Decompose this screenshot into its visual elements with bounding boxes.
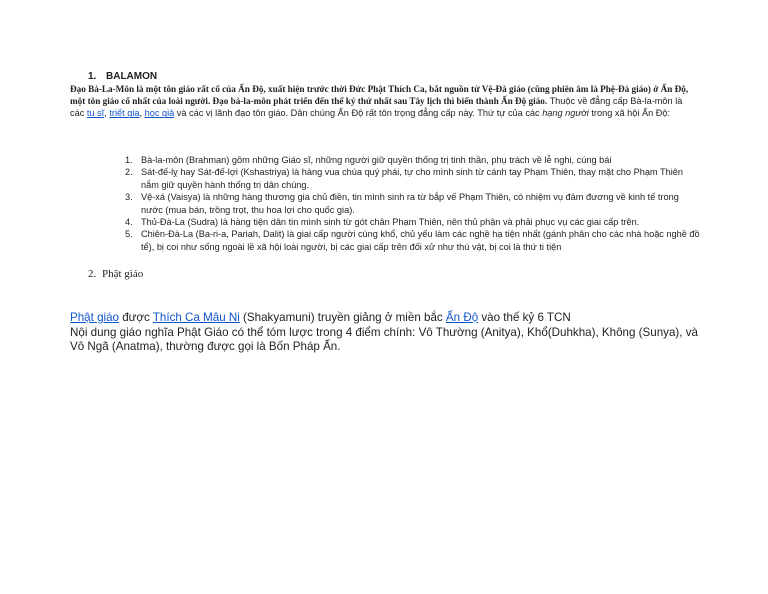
list-item [120,191,700,216]
list-item [120,216,700,228]
intro-text-2: và các vị lãnh đạo tôn giáo. Dân chúng Ấn Độ rất tôn trọng đẳng cấp này. Thứ tự của các [174,108,543,119]
heading-balamon [88,71,157,82]
list-item-text: Vệ-xá (Vaisya) là những hàng thương gia chủ điền, tin mình sinh ra từ bắp vế Phạm Thiên, có nhiệm vụ đảm đương về kinh tế trong nước (mua bán, trồng trọt, thu hoa lợi cho quốc gia). [141,192,679,215]
intro-text-1: Thuộc về đẳng cấp Bà-la-môn là các [70,96,683,119]
list-item-number: 5. [125,229,133,240]
link-triet-gia[interactable]: triết gia [109,108,140,119]
buddhism-text-2: (Shakyamuni) truyền giảng ở miền bắc [239,311,446,324]
list-item-number: 4. [125,217,133,228]
list-item [120,166,700,191]
list-item-number: 2. [125,167,133,178]
list-item-text: Chiên-Đà-La (Ba-ri-a, Pariah, Dalit) là giai cấp người cùng khổ, chủ yếu làm các nghề hạ tiện nhất (gánh phân cho các nhà hoặc nghề đồ tể), bị coi như sống ngoài lề xã hội loài người, bị các giai cấp trên đối xử như thú vật, bị coi là thứ ti tiện [141,229,700,252]
caste-list [120,154,700,253]
intro-sep-2: , [139,108,145,119]
heading-number: 2. [88,268,97,280]
heading-title: BALAMON [106,71,158,82]
list-item-text: Thủ-Đà-La (Sudra) là hàng tiện dân tin mình sinh từ gót chân Phạm Thiên, nên thủ phận và phải phục vụ các giai cấp trên. [141,217,640,228]
link-tu-si[interactable]: tu sĩ [86,108,105,119]
list-item [120,154,700,166]
intro-italic: hạng người [542,108,589,119]
link-an-do[interactable]: Ấn Độ [445,311,479,324]
link-phat-giao[interactable]: Phật giáo [70,311,119,324]
intro-text-3: trong xã hội Ấn Độ: [588,108,671,119]
heading-number: 1. [88,71,97,82]
list-item [120,228,700,253]
buddhism-text-3: vào thế kỷ 6 TCN [478,311,571,324]
heading-title: Phật giáo [102,268,144,280]
intro-paragraph [70,83,694,120]
list-item-number: 3. [125,192,133,203]
buddhism-paragraph [70,311,700,355]
buddhism-text-4: Nội dung giáo nghĩa Phật Giáo có thể tóm lược trong 4 điểm chính: Vô Thường (Anitya), Khổ(Duhkha), Không (Sunya), và Vô Ngã (Anatma), thường được gọi là Bốn Pháp Ấn. [70,325,698,354]
intro-bold-text: Đạo Bà-La-Môn là một tôn giáo rất cổ của Ấn Độ, xuất hiện trước thời Đức Phật Thích Ca, bắt nguồn từ Vệ-Đà giáo (cũng phiên âm là Phệ-Đà giáo) ở Ấn Độ, một tôn giáo cổ nhất của loài người. Đạo bà-la-môn phát triển đến thế kỷ thứ nhất sau Tây lịch thì biến thành Ấn Độ giáo. [70,84,689,107]
intro-sep-1: , [104,108,110,119]
list-item-text: Sát-đế-lỵ hay Sát-đế-lợi (Kshastriya) là hàng vua chúa quý phái, tự cho mình sinh từ cánh tay Phạm Thiên, thay mặt cho Phạm Thiên nắm giữ quyền hành thống trị dân chúng. [141,167,683,190]
link-hoc-gia[interactable]: học giả [144,108,175,119]
list-item-text: Bà-la-môn (Brahman) gồm những Giáo sĩ, những người giữ quyền thống trị tinh thần, phụ trách về lễ nghi, cúng bái [141,155,612,165]
heading-phat-giao [88,268,143,280]
list-item-number: 1. [125,155,133,165]
link-thich-ca-mau-ni[interactable]: Thích Ca Mâu Ni [152,311,240,324]
buddhism-text-1: được [119,311,153,324]
